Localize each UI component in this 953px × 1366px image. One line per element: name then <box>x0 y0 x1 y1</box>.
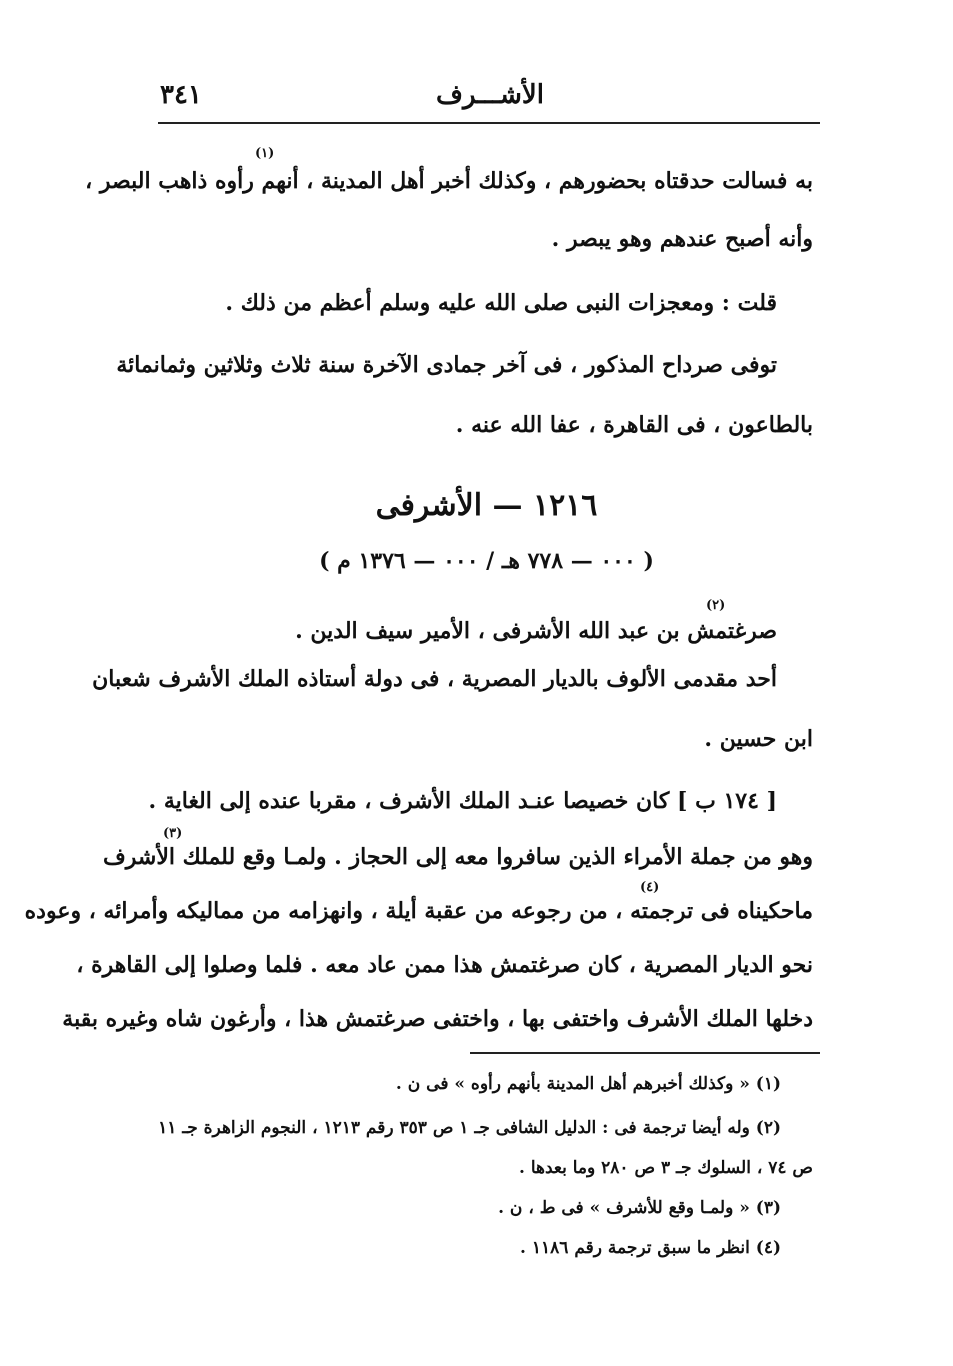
body-line: صرغتمش بن عبد الله الأشرفى ، الأمير سيف الدين . <box>295 618 777 644</box>
entry-dates: ( ٠٠٠ — ٧٧٨ هـ / ٠٠٠ — ١٣٧٦ م ) <box>319 548 654 574</box>
body-line: وأنه أصبح عندهم وهو يبصر . <box>551 226 813 252</box>
footnote-1: (١) « وكذلك أخبرهم أهل المدينة بأنهم رأوه » فى ن . <box>395 1074 781 1094</box>
body-line: دخلها الملك الأشرف واختفى بها ، واختفى صرغتمش هذا ، وأرغون شاه وغيره بقبة <box>62 1006 813 1032</box>
header-divider <box>158 122 820 124</box>
footnote-ref-4: (٤) <box>640 880 660 895</box>
footnote-ref-1: (١) <box>255 146 275 161</box>
page-number: ٣٤١ <box>160 80 202 110</box>
footnote-4: (٤) انظر ما سبق ترجمة رقم ١١٨٦ . <box>520 1238 781 1258</box>
body-line: ابن حسين . <box>704 726 813 752</box>
body-line: بالطاعون ، فى القاهرة ، عفا الله عنه . <box>455 412 813 438</box>
footnote-2-continued: ص ٧٤ ، السلوك جـ ٣ ص ٢٨٠ وما بعدها . <box>519 1158 813 1178</box>
body-line: توفى صرداح المذكور ، فى آخر جمادى الآخرة سنة ثلاث وثلاثين وثمانمائة <box>116 352 777 378</box>
footnote-2: (٢) وله أيضا ترجمة فى : الدليل الشافى جـ ١ ص ٣٥٣ رقم ١٢١٣ ، النجوم الزاهرة جـ ١١ <box>158 1118 781 1138</box>
footnote-ref-2: (٢) <box>706 598 726 613</box>
body-line-text: به فسالت حدقتاه بحضورهم ، وكذلك أخبر أهل المدينة ، أنهم رأوه ذاهب البصر ، <box>85 168 813 194</box>
footnote-ref-3: (٣) <box>163 826 183 841</box>
body-line: وهو من جملة الأمراء الذين سافروا معه إلى الحجاز . ولمـا وقع للملك الأشرف <box>102 844 813 870</box>
running-header <box>160 76 820 116</box>
entry-heading: ١٢١٦ — الأشرفى <box>375 488 598 523</box>
body-line: نحو الديار المصرية ، كان صرغتمش هذا ممن عاد معه . فلما وصلوا إلى القاهرة ، <box>76 952 813 978</box>
footnote-3: (٣) « ولمـا وقع للأشرف » فى ط ، ن . <box>498 1198 781 1218</box>
body-line <box>85 166 813 196</box>
body-line: [ ١٧٤ ب ] كان خصيصا عنـد الملك الأشرف ، مقربا عنده إلى الغاية . <box>148 788 777 814</box>
footnote-divider <box>470 1052 820 1054</box>
body-line: أحد مقدمى الألوف بالديار المصرية ، فى دولة أستاذه الملك الأشرف شعبان <box>92 666 777 692</box>
body-line: قلت : ومعجزات النبى صلى الله عليه وسلم أعظم من ذلك . <box>225 290 777 316</box>
running-header-title: الأشـــرف <box>436 80 544 110</box>
body-line: ماحكيناه فى ترجمته ، من رجوعه من عقبة أيلة ، وانهزامه من مماليكه وأمرائه ، وعوده <box>24 898 813 924</box>
